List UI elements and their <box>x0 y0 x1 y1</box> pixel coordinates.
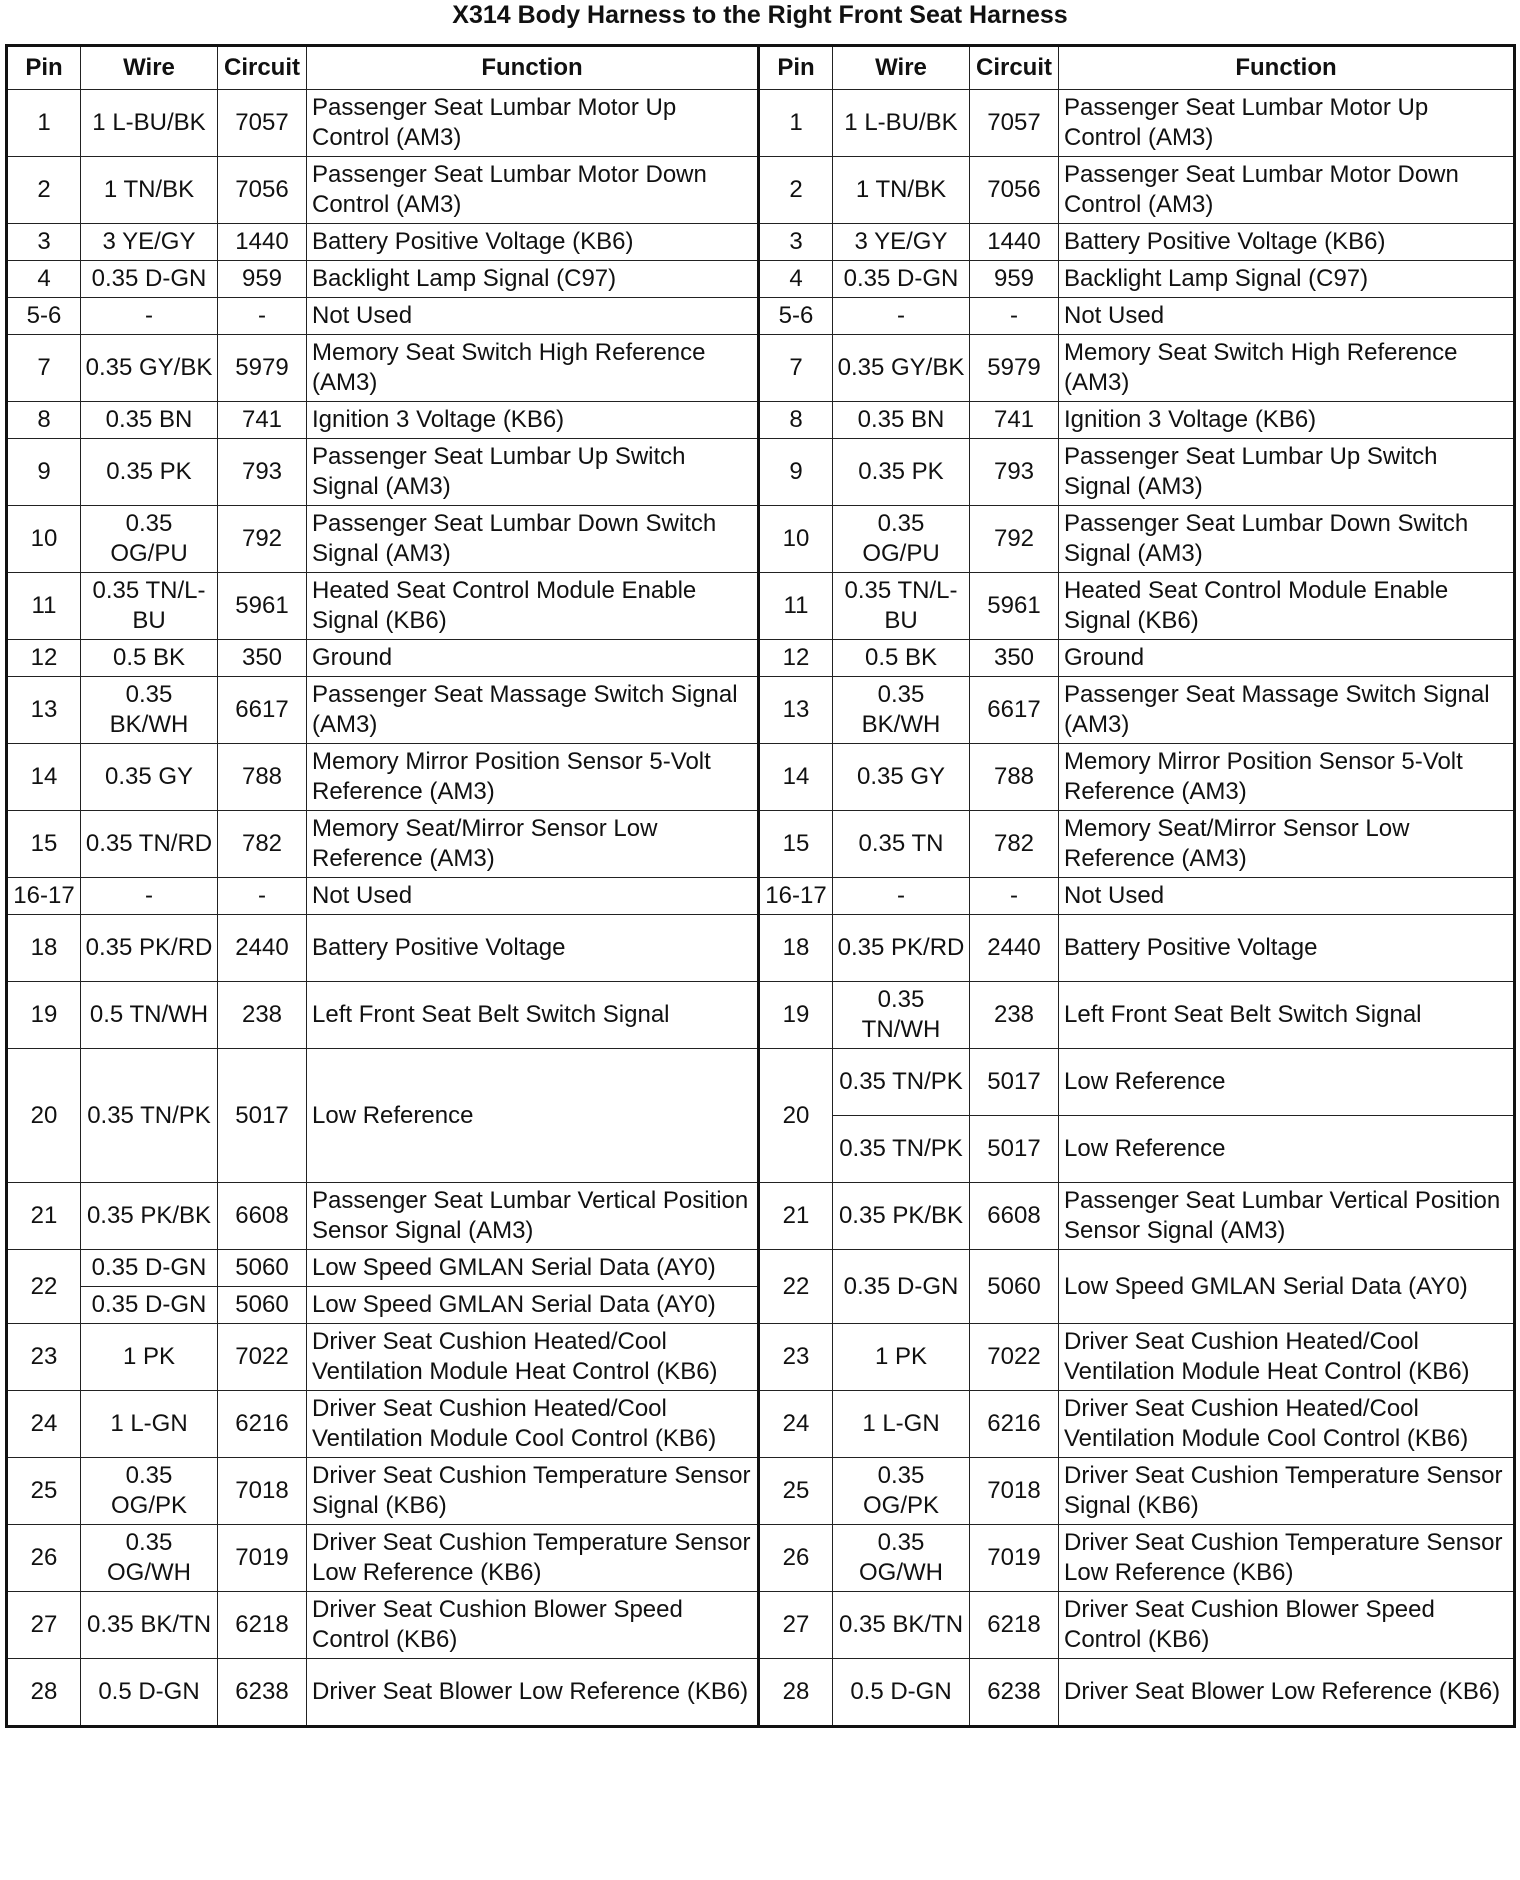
pin-cell: 8 <box>7 402 81 439</box>
circuit-cell: - <box>970 298 1059 335</box>
circuit-cell: 5979 <box>218 335 307 402</box>
function-cell: Low Reference <box>1059 1049 1515 1116</box>
circuit-cell: 6238 <box>970 1659 1059 1727</box>
pin-cell: 1 <box>759 90 833 157</box>
circuit-cell: 6216 <box>218 1391 307 1458</box>
pin-cell: 28 <box>759 1659 833 1727</box>
table-row <box>7 1525 1515 1592</box>
pin-cell: 15 <box>759 811 833 878</box>
table-row <box>7 1659 1515 1727</box>
pin-cell: 25 <box>759 1458 833 1525</box>
pin-cell: 13 <box>7 677 81 744</box>
pin-cell: 9 <box>759 439 833 506</box>
pin-cell: 27 <box>7 1592 81 1659</box>
function-cell: Low Speed GMLAN Serial Data (AY0) <box>307 1250 759 1287</box>
pin-cell: 21 <box>759 1183 833 1250</box>
circuit-cell: 6218 <box>970 1592 1059 1659</box>
pin-cell: 13 <box>759 677 833 744</box>
table-row <box>7 224 1515 261</box>
function-cell: Passenger Seat Lumbar Motor Up Control (AM3) <box>1059 90 1515 157</box>
pin-cell: 2 <box>7 157 81 224</box>
function-cell: Driver Seat Cushion Temperature Sensor Signal (KB6) <box>307 1458 759 1525</box>
circuit-cell: 741 <box>218 402 307 439</box>
wire-cell: 0.5 TN/WH <box>81 982 218 1049</box>
function-cell: Battery Positive Voltage <box>307 915 759 982</box>
function-cell: Ground <box>307 640 759 677</box>
wire-cell: 0.35 PK/RD <box>81 915 218 982</box>
pin-cell: 24 <box>759 1391 833 1458</box>
function-cell: Driver Seat Cushion Heated/Cool Ventilation Module Heat Control (KB6) <box>307 1324 759 1391</box>
function-cell: Driver Seat Cushion Temperature Sensor Signal (KB6) <box>1059 1458 1515 1525</box>
circuit-cell: 2440 <box>218 915 307 982</box>
wire-cell: 0.35 PK/RD <box>833 915 970 982</box>
wire-cell: 1 TN/BK <box>833 157 970 224</box>
circuit-cell: 6218 <box>218 1592 307 1659</box>
wire-cell: - <box>833 878 970 915</box>
wire-cell: 0.35 OG/PK <box>833 1458 970 1525</box>
wire-cell: 3 YE/GY <box>81 224 218 261</box>
function-cell: Driver Seat Cushion Heated/Cool Ventilation Module Cool Control (KB6) <box>1059 1391 1515 1458</box>
wire-cell: 0.35 TN <box>833 811 970 878</box>
pin-cell: 16-17 <box>7 878 81 915</box>
wire-cell: 0.35 TN/PK <box>833 1049 970 1116</box>
table-row <box>7 506 1515 573</box>
function-cell: Battery Positive Voltage (KB6) <box>1059 224 1515 261</box>
function-cell: Passenger Seat Massage Switch Signal (AM3) <box>307 677 759 744</box>
wire-cell: 0.35 TN/L-BU <box>833 573 970 640</box>
table-row <box>7 915 1515 982</box>
wire-cell: 0.35 TN/PK <box>81 1049 218 1183</box>
function-cell: Not Used <box>307 878 759 915</box>
circuit-cell: 793 <box>218 439 307 506</box>
pin-cell: 27 <box>759 1592 833 1659</box>
wire-cell: 0.35 PK/BK <box>81 1183 218 1250</box>
pin-cell: 20 <box>7 1049 81 1183</box>
wire-cell: 0.35 BN <box>81 402 218 439</box>
function-cell: Memory Seat/Mirror Sensor Low Reference (AM3) <box>307 811 759 878</box>
wire-cell: 0.35 D-GN <box>81 1287 218 1324</box>
pin-cell: 14 <box>759 744 833 811</box>
wire-cell: 0.35 GY <box>81 744 218 811</box>
pin-cell: 2 <box>759 157 833 224</box>
table-row <box>7 982 1515 1049</box>
wire-cell: 0.35 D-GN <box>833 1250 970 1324</box>
pin-cell: 19 <box>759 982 833 1049</box>
circuit-cell: 7057 <box>218 90 307 157</box>
pin-cell: 15 <box>7 811 81 878</box>
pin-cell: 5-6 <box>7 298 81 335</box>
table-row <box>7 677 1515 744</box>
wire-cell: 0.35 D-GN <box>81 1250 218 1287</box>
function-cell: Ground <box>1059 640 1515 677</box>
function-cell: Memory Mirror Position Sensor 5-Volt Reference (AM3) <box>307 744 759 811</box>
table-row <box>7 1250 1515 1287</box>
wire-cell: 0.35 BK/TN <box>833 1592 970 1659</box>
wire-cell: 0.35 TN/RD <box>81 811 218 878</box>
circuit-cell: 6617 <box>970 677 1059 744</box>
circuit-cell: 7056 <box>970 157 1059 224</box>
circuit-cell: 5017 <box>970 1116 1059 1183</box>
wire-cell: 0.5 BK <box>81 640 218 677</box>
pin-cell: 11 <box>759 573 833 640</box>
function-cell: Memory Seat Switch High Reference (AM3) <box>1059 335 1515 402</box>
circuit-cell: 7056 <box>218 157 307 224</box>
circuit-cell: 1440 <box>970 224 1059 261</box>
circuit-cell: 5060 <box>218 1250 307 1287</box>
function-cell: Backlight Lamp Signal (C97) <box>307 261 759 298</box>
pin-cell: 14 <box>7 744 81 811</box>
circuit-cell: 959 <box>970 261 1059 298</box>
circuit-cell: 6608 <box>218 1183 307 1250</box>
table-row <box>7 439 1515 506</box>
function-cell: Passenger Seat Lumbar Motor Up Control (AM3) <box>307 90 759 157</box>
wire-cell: 0.35 GY <box>833 744 970 811</box>
pin-cell: 25 <box>7 1458 81 1525</box>
wire-cell: - <box>81 298 218 335</box>
wire-cell: 1 L-BU/BK <box>833 90 970 157</box>
pin-cell: 12 <box>7 640 81 677</box>
wire-cell: 0.35 OG/PU <box>81 506 218 573</box>
circuit-cell: 6617 <box>218 677 307 744</box>
function-cell: Passenger Seat Lumbar Down Switch Signal (AM3) <box>307 506 759 573</box>
wire-cell: 0.5 D-GN <box>81 1659 218 1727</box>
function-cell: Driver Seat Blower Low Reference (KB6) <box>1059 1659 1515 1727</box>
table-row <box>7 335 1515 402</box>
table-row <box>7 1049 1515 1116</box>
circuit-cell: 792 <box>218 506 307 573</box>
function-cell: Driver Seat Cushion Blower Speed Control (KB6) <box>1059 1592 1515 1659</box>
circuit-cell: 788 <box>970 744 1059 811</box>
table-row <box>7 744 1515 811</box>
circuit-cell: 2440 <box>970 915 1059 982</box>
pin-cell: 7 <box>7 335 81 402</box>
pin-cell: 18 <box>759 915 833 982</box>
pin-cell: 10 <box>759 506 833 573</box>
table-row <box>7 1391 1515 1458</box>
circuit-cell: 782 <box>218 811 307 878</box>
function-cell: Passenger Seat Lumbar Vertical Position Sensor Signal (AM3) <box>1059 1183 1515 1250</box>
header-wire: Wire <box>81 46 218 90</box>
header-row <box>7 46 1515 90</box>
pin-cell: 12 <box>759 640 833 677</box>
circuit-cell: 5017 <box>218 1049 307 1183</box>
function-cell: Passenger Seat Lumbar Vertical Position Sensor Signal (AM3) <box>307 1183 759 1250</box>
wire-cell: 1 L-BU/BK <box>81 90 218 157</box>
circuit-cell: 7057 <box>970 90 1059 157</box>
function-cell: Driver Seat Cushion Heated/Cool Ventilation Module Cool Control (KB6) <box>307 1391 759 1458</box>
function-cell: Memory Seat/Mirror Sensor Low Reference (AM3) <box>1059 811 1515 878</box>
function-cell: Ignition 3 Voltage (KB6) <box>307 402 759 439</box>
pin-cell: 3 <box>759 224 833 261</box>
pin-cell: 26 <box>7 1525 81 1592</box>
header-circuit: Circuit <box>218 46 307 90</box>
table-row <box>7 1592 1515 1659</box>
function-cell: Not Used <box>307 298 759 335</box>
wire-cell: 0.35 BK/WH <box>833 677 970 744</box>
wire-cell: 0.35 GY/BK <box>81 335 218 402</box>
circuit-cell: 238 <box>218 982 307 1049</box>
pin-cell: 9 <box>7 439 81 506</box>
circuit-cell: 7022 <box>218 1324 307 1391</box>
wire-cell: 1 PK <box>833 1324 970 1391</box>
circuit-cell: 7022 <box>970 1324 1059 1391</box>
wire-cell: 0.35 D-GN <box>833 261 970 298</box>
pin-cell: 23 <box>759 1324 833 1391</box>
header-circuit: Circuit <box>970 46 1059 90</box>
wire-cell: 0.35 PK <box>81 439 218 506</box>
table-row <box>7 90 1515 157</box>
wire-cell: 0.35 BN <box>833 402 970 439</box>
pin-cell: 24 <box>7 1391 81 1458</box>
wire-cell: - <box>81 878 218 915</box>
header-function: Function <box>1059 46 1515 90</box>
header-pin: Pin <box>7 46 81 90</box>
circuit-cell: 6608 <box>970 1183 1059 1250</box>
function-cell: Ignition 3 Voltage (KB6) <box>1059 402 1515 439</box>
wire-cell: - <box>833 298 970 335</box>
pin-cell: 4 <box>7 261 81 298</box>
circuit-cell: 5017 <box>970 1049 1059 1116</box>
function-cell: Memory Mirror Position Sensor 5-Volt Reference (AM3) <box>1059 744 1515 811</box>
wire-cell: 0.35 BK/TN <box>81 1592 218 1659</box>
pinout-table <box>5 44 1516 1728</box>
function-cell: Not Used <box>1059 298 1515 335</box>
circuit-cell: 6216 <box>970 1391 1059 1458</box>
function-cell: Passenger Seat Lumbar Up Switch Signal (AM3) <box>1059 439 1515 506</box>
function-cell: Heated Seat Control Module Enable Signal (KB6) <box>307 573 759 640</box>
circuit-cell: 788 <box>218 744 307 811</box>
circuit-cell: 350 <box>970 640 1059 677</box>
pin-cell: 5-6 <box>759 298 833 335</box>
pin-cell: 26 <box>759 1525 833 1592</box>
table-row <box>7 811 1515 878</box>
pin-cell: 10 <box>7 506 81 573</box>
wire-cell: 0.35 GY/BK <box>833 335 970 402</box>
table-row <box>7 1458 1515 1525</box>
circuit-cell: 782 <box>970 811 1059 878</box>
function-cell: Low Reference <box>1059 1116 1515 1183</box>
pin-cell: 4 <box>759 261 833 298</box>
table-row <box>7 1324 1515 1391</box>
table-row <box>7 298 1515 335</box>
pin-cell: 28 <box>7 1659 81 1727</box>
function-cell: Left Front Seat Belt Switch Signal <box>307 982 759 1049</box>
header-function: Function <box>307 46 759 90</box>
circuit-cell: 6238 <box>218 1659 307 1727</box>
pin-cell: 8 <box>759 402 833 439</box>
wire-cell: 0.35 TN/PK <box>833 1116 970 1183</box>
circuit-cell: 5060 <box>970 1250 1059 1324</box>
function-cell: Driver Seat Cushion Temperature Sensor Low Reference (KB6) <box>1059 1525 1515 1592</box>
circuit-cell: 7019 <box>218 1525 307 1592</box>
circuit-cell: 7018 <box>970 1458 1059 1525</box>
header-wire: Wire <box>833 46 970 90</box>
wire-cell: 3 YE/GY <box>833 224 970 261</box>
pin-cell: 18 <box>7 915 81 982</box>
wire-cell: 0.35 PK/BK <box>833 1183 970 1250</box>
wire-cell: 0.5 D-GN <box>833 1659 970 1727</box>
function-cell: Passenger Seat Lumbar Motor Down Control (AM3) <box>1059 157 1515 224</box>
wire-cell: 1 L-GN <box>833 1391 970 1458</box>
wire-cell: 0.35 OG/PU <box>833 506 970 573</box>
function-cell: Driver Seat Cushion Temperature Sensor Low Reference (KB6) <box>307 1525 759 1592</box>
pin-cell: 16-17 <box>759 878 833 915</box>
wire-cell: 1 L-GN <box>81 1391 218 1458</box>
function-cell: Low Reference <box>307 1049 759 1183</box>
function-cell: Driver Seat Blower Low Reference (KB6) <box>307 1659 759 1727</box>
circuit-cell: 5961 <box>218 573 307 640</box>
wire-cell: 0.35 PK <box>833 439 970 506</box>
wire-cell: 0.35 BK/WH <box>81 677 218 744</box>
circuit-cell: - <box>218 298 307 335</box>
circuit-cell: 238 <box>970 982 1059 1049</box>
table-row <box>7 640 1515 677</box>
circuit-cell: 793 <box>970 439 1059 506</box>
pin-cell: 1 <box>7 90 81 157</box>
function-cell: Memory Seat Switch High Reference (AM3) <box>307 335 759 402</box>
pin-cell: 19 <box>7 982 81 1049</box>
wire-cell: 0.35 TN/WH <box>833 982 970 1049</box>
circuit-cell: 792 <box>970 506 1059 573</box>
wire-cell: 1 TN/BK <box>81 157 218 224</box>
circuit-cell: 5979 <box>970 335 1059 402</box>
circuit-cell: 7018 <box>218 1458 307 1525</box>
wire-cell: 0.35 OG/WH <box>81 1525 218 1592</box>
function-cell: Passenger Seat Lumbar Up Switch Signal (AM3) <box>307 439 759 506</box>
wire-cell: 1 PK <box>81 1324 218 1391</box>
function-cell: Not Used <box>1059 878 1515 915</box>
function-cell: Battery Positive Voltage (KB6) <box>307 224 759 261</box>
circuit-cell: - <box>218 878 307 915</box>
table-row <box>7 1183 1515 1250</box>
function-cell: Heated Seat Control Module Enable Signal (KB6) <box>1059 573 1515 640</box>
table-row <box>7 157 1515 224</box>
pin-cell: 3 <box>7 224 81 261</box>
table-row <box>7 402 1515 439</box>
wire-cell: 0.5 BK <box>833 640 970 677</box>
function-cell: Driver Seat Cushion Blower Speed Control (KB6) <box>307 1592 759 1659</box>
circuit-cell: 350 <box>218 640 307 677</box>
function-cell: Passenger Seat Lumbar Down Switch Signal (AM3) <box>1059 506 1515 573</box>
circuit-cell: 5961 <box>970 573 1059 640</box>
pin-cell: 23 <box>7 1324 81 1391</box>
table-row <box>7 573 1515 640</box>
wire-cell: 0.35 OG/PK <box>81 1458 218 1525</box>
circuit-cell: 1440 <box>218 224 307 261</box>
table-row <box>7 261 1515 298</box>
pin-cell: 7 <box>759 335 833 402</box>
table-row <box>7 878 1515 915</box>
circuit-cell: 7019 <box>970 1525 1059 1592</box>
circuit-cell: 741 <box>970 402 1059 439</box>
circuit-cell: 959 <box>218 261 307 298</box>
pin-cell: 22 <box>7 1250 81 1324</box>
function-cell: Low Speed GMLAN Serial Data (AY0) <box>1059 1250 1515 1324</box>
function-cell: Passenger Seat Lumbar Motor Down Control (AM3) <box>307 157 759 224</box>
function-cell: Passenger Seat Massage Switch Signal (AM3) <box>1059 677 1515 744</box>
function-cell: Battery Positive Voltage <box>1059 915 1515 982</box>
function-cell: Driver Seat Cushion Heated/Cool Ventilation Module Heat Control (KB6) <box>1059 1324 1515 1391</box>
circuit-cell: - <box>970 878 1059 915</box>
header-pin: Pin <box>759 46 833 90</box>
wire-cell: 0.35 TN/L-BU <box>81 573 218 640</box>
function-cell: Low Speed GMLAN Serial Data (AY0) <box>307 1287 759 1324</box>
wire-cell: 0.35 D-GN <box>81 261 218 298</box>
wire-cell: 0.35 OG/WH <box>833 1525 970 1592</box>
table-title: X314 Body Harness to the Right Front Seat Harness <box>452 1 1068 29</box>
pin-cell: 22 <box>759 1250 833 1324</box>
pin-cell: 21 <box>7 1183 81 1250</box>
circuit-cell: 5060 <box>218 1287 307 1324</box>
function-cell: Left Front Seat Belt Switch Signal <box>1059 982 1515 1049</box>
pin-cell: 20 <box>759 1049 833 1183</box>
pin-cell: 11 <box>7 573 81 640</box>
function-cell: Backlight Lamp Signal (C97) <box>1059 261 1515 298</box>
